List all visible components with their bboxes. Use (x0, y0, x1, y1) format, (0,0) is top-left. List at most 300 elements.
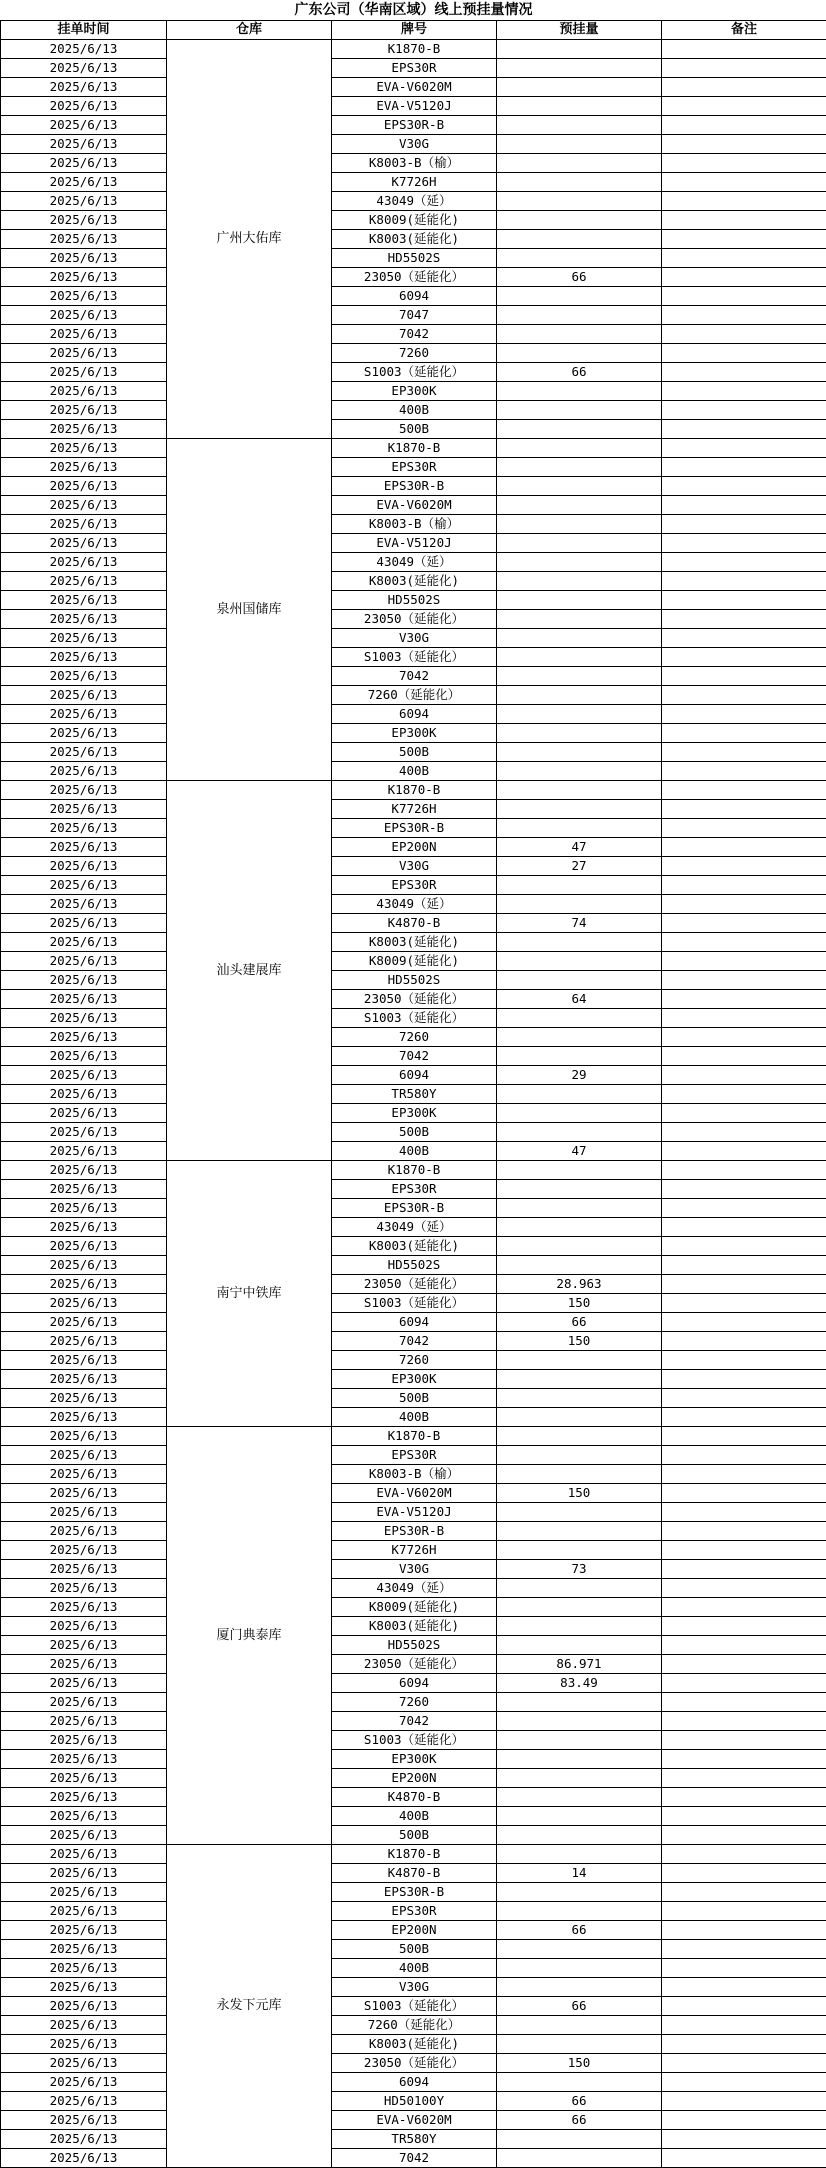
remark-cell[interactable] (662, 40, 826, 59)
grade-cell[interactable]: 23050（延能化） (332, 268, 497, 287)
volume-cell[interactable] (497, 40, 662, 59)
volume-cell[interactable] (497, 1009, 662, 1028)
grade-cell[interactable]: EVA-V6020M (332, 496, 497, 515)
date-cell[interactable]: 2025/6/13 (1, 382, 167, 401)
volume-cell[interactable] (497, 1617, 662, 1636)
grade-cell[interactable]: K8009(延能化) (332, 211, 497, 230)
grade-cell[interactable]: K8003(延能化) (332, 1617, 497, 1636)
remark-cell[interactable] (662, 1617, 826, 1636)
grade-cell[interactable]: 500B (332, 1389, 497, 1408)
volume-cell[interactable] (497, 496, 662, 515)
grade-cell[interactable]: EP200N (332, 1921, 497, 1940)
grade-cell[interactable]: TR580Y (332, 2130, 497, 2149)
grade-cell[interactable]: K4870-B (332, 914, 497, 933)
volume-cell[interactable] (497, 1978, 662, 1997)
volume-cell[interactable] (497, 2149, 662, 2168)
volume-cell[interactable] (497, 2016, 662, 2035)
volume-cell[interactable] (497, 1028, 662, 1047)
volume-cell[interactable] (497, 325, 662, 344)
remark-cell[interactable] (662, 2092, 826, 2111)
grade-cell[interactable]: 23050（延能化） (332, 1655, 497, 1674)
remark-cell[interactable] (662, 971, 826, 990)
grade-cell[interactable]: EP200N (332, 1769, 497, 1788)
grade-cell[interactable]: 7042 (332, 667, 497, 686)
grade-cell[interactable]: 23050（延能化） (332, 610, 497, 629)
volume-cell[interactable] (497, 515, 662, 534)
grade-cell[interactable]: HD5502S (332, 1636, 497, 1655)
volume-cell[interactable] (497, 211, 662, 230)
remark-cell[interactable] (662, 78, 826, 97)
volume-cell[interactable] (497, 724, 662, 743)
grade-cell[interactable]: HD5502S (332, 971, 497, 990)
remark-cell[interactable] (662, 2073, 826, 2092)
grade-cell[interactable]: HD5502S (332, 249, 497, 268)
remark-cell[interactable] (662, 1883, 826, 1902)
warehouse-cell[interactable]: 广州大佑库 (167, 40, 332, 439)
date-cell[interactable]: 2025/6/13 (1, 1389, 167, 1408)
date-cell[interactable]: 2025/6/13 (1, 515, 167, 534)
date-cell[interactable]: 2025/6/13 (1, 154, 167, 173)
date-cell[interactable]: 2025/6/13 (1, 686, 167, 705)
volume-cell[interactable] (497, 1408, 662, 1427)
grade-cell[interactable]: K7726H (332, 1541, 497, 1560)
remark-cell[interactable] (662, 857, 826, 876)
remark-cell[interactable] (662, 610, 826, 629)
remark-cell[interactable] (662, 439, 826, 458)
remark-cell[interactable] (662, 306, 826, 325)
date-cell[interactable]: 2025/6/13 (1, 553, 167, 572)
volume-cell[interactable]: 150 (497, 1484, 662, 1503)
remark-cell[interactable] (662, 1275, 826, 1294)
remark-cell[interactable] (662, 1389, 826, 1408)
volume-cell[interactable] (497, 230, 662, 249)
volume-cell[interactable] (497, 781, 662, 800)
date-cell[interactable]: 2025/6/13 (1, 1332, 167, 1351)
grade-cell[interactable]: K4870-B (332, 1864, 497, 1883)
date-cell[interactable]: 2025/6/13 (1, 1446, 167, 1465)
volume-cell[interactable] (497, 553, 662, 572)
remark-cell[interactable] (662, 1940, 826, 1959)
volume-cell[interactable] (497, 135, 662, 154)
date-cell[interactable]: 2025/6/13 (1, 420, 167, 439)
date-cell[interactable]: 2025/6/13 (1, 838, 167, 857)
grade-cell[interactable]: K8003(延能化) (332, 1237, 497, 1256)
volume-cell[interactable] (497, 1769, 662, 1788)
remark-cell[interactable] (662, 116, 826, 135)
date-cell[interactable]: 2025/6/13 (1, 211, 167, 230)
grade-cell[interactable]: EPS30R-B (332, 819, 497, 838)
volume-cell[interactable]: 29 (497, 1066, 662, 1085)
volume-cell[interactable]: 14 (497, 1864, 662, 1883)
remark-cell[interactable] (662, 230, 826, 249)
date-cell[interactable]: 2025/6/13 (1, 781, 167, 800)
remark-cell[interactable] (662, 2130, 826, 2149)
remark-cell[interactable] (662, 553, 826, 572)
remark-cell[interactable] (662, 97, 826, 116)
grade-cell[interactable]: EPS30R (332, 876, 497, 895)
grade-cell[interactable]: S1003（延能化） (332, 648, 497, 667)
volume-cell[interactable] (497, 876, 662, 895)
volume-cell[interactable] (497, 800, 662, 819)
date-cell[interactable]: 2025/6/13 (1, 800, 167, 819)
date-cell[interactable]: 2025/6/13 (1, 1712, 167, 1731)
grade-cell[interactable]: K7726H (332, 800, 497, 819)
remark-cell[interactable] (662, 1693, 826, 1712)
volume-cell[interactable] (497, 1731, 662, 1750)
grade-cell[interactable]: 43049（延） (332, 192, 497, 211)
volume-cell[interactable] (497, 192, 662, 211)
grade-cell[interactable]: EP200N (332, 838, 497, 857)
date-cell[interactable]: 2025/6/13 (1, 306, 167, 325)
grade-cell[interactable]: V30G (332, 135, 497, 154)
grade-cell[interactable]: EVA-V6020M (332, 2111, 497, 2130)
volume-cell[interactable] (497, 895, 662, 914)
volume-cell[interactable] (497, 1351, 662, 1370)
date-cell[interactable]: 2025/6/13 (1, 1218, 167, 1237)
date-cell[interactable]: 2025/6/13 (1, 534, 167, 553)
grade-cell[interactable]: 7260 (332, 1028, 497, 1047)
remark-cell[interactable] (662, 1370, 826, 1389)
remark-cell[interactable] (662, 762, 826, 781)
date-cell[interactable]: 2025/6/13 (1, 2073, 167, 2092)
remark-cell[interactable] (662, 382, 826, 401)
volume-cell[interactable] (497, 1826, 662, 1845)
volume-cell[interactable] (497, 1693, 662, 1712)
volume-cell[interactable] (497, 1541, 662, 1560)
remark-cell[interactable] (662, 534, 826, 553)
grade-cell[interactable]: S1003（延能化） (332, 1009, 497, 1028)
volume-cell[interactable] (497, 1199, 662, 1218)
date-cell[interactable]: 2025/6/13 (1, 135, 167, 154)
date-cell[interactable]: 2025/6/13 (1, 1788, 167, 1807)
remark-cell[interactable] (662, 1066, 826, 1085)
volume-cell[interactable] (497, 1522, 662, 1541)
volume-cell[interactable]: 66 (497, 268, 662, 287)
date-cell[interactable]: 2025/6/13 (1, 1693, 167, 1712)
volume-cell[interactable]: 66 (497, 1921, 662, 1940)
date-cell[interactable]: 2025/6/13 (1, 1484, 167, 1503)
date-cell[interactable]: 2025/6/13 (1, 2016, 167, 2035)
remark-cell[interactable] (662, 496, 826, 515)
remark-cell[interactable] (662, 1921, 826, 1940)
remark-cell[interactable] (662, 1579, 826, 1598)
volume-cell[interactable] (497, 952, 662, 971)
date-cell[interactable]: 2025/6/13 (1, 1370, 167, 1389)
date-cell[interactable]: 2025/6/13 (1, 268, 167, 287)
volume-cell[interactable] (497, 1047, 662, 1066)
date-cell[interactable]: 2025/6/13 (1, 876, 167, 895)
remark-cell[interactable] (662, 1256, 826, 1275)
volume-cell[interactable] (497, 1218, 662, 1237)
date-cell[interactable]: 2025/6/13 (1, 1807, 167, 1826)
grade-cell[interactable]: 43049（延） (332, 1579, 497, 1598)
grade-cell[interactable]: K1870-B (332, 439, 497, 458)
grade-cell[interactable]: EPS30R-B (332, 116, 497, 135)
date-cell[interactable]: 2025/6/13 (1, 1199, 167, 1218)
remark-cell[interactable] (662, 1864, 826, 1883)
volume-cell[interactable]: 66 (497, 2092, 662, 2111)
date-cell[interactable]: 2025/6/13 (1, 1731, 167, 1750)
grade-cell[interactable]: EPS30R-B (332, 477, 497, 496)
grade-cell[interactable]: EPS30R-B (332, 1199, 497, 1218)
date-cell[interactable]: 2025/6/13 (1, 1009, 167, 1028)
remark-cell[interactable] (662, 1560, 826, 1579)
date-cell[interactable]: 2025/6/13 (1, 1294, 167, 1313)
volume-cell[interactable] (497, 648, 662, 667)
remark-cell[interactable] (662, 1161, 826, 1180)
remark-cell[interactable] (662, 2111, 826, 2130)
volume-cell[interactable] (497, 97, 662, 116)
volume-cell[interactable] (497, 306, 662, 325)
grade-cell[interactable]: EVA-V5120J (332, 534, 497, 553)
volume-cell[interactable] (497, 534, 662, 553)
date-cell[interactable]: 2025/6/13 (1, 439, 167, 458)
grade-cell[interactable]: EP300K (332, 382, 497, 401)
date-cell[interactable]: 2025/6/13 (1, 1503, 167, 1522)
grade-cell[interactable]: K7726H (332, 173, 497, 192)
remark-cell[interactable] (662, 1408, 826, 1427)
date-cell[interactable]: 2025/6/13 (1, 1161, 167, 1180)
remark-cell[interactable] (662, 1503, 826, 1522)
remark-cell[interactable] (662, 1142, 826, 1161)
remark-cell[interactable] (662, 1712, 826, 1731)
date-cell[interactable]: 2025/6/13 (1, 458, 167, 477)
date-cell[interactable]: 2025/6/13 (1, 1180, 167, 1199)
volume-cell[interactable] (497, 1845, 662, 1864)
volume-cell[interactable] (497, 591, 662, 610)
volume-cell[interactable]: 150 (497, 1332, 662, 1351)
volume-cell[interactable] (497, 2035, 662, 2054)
volume-cell[interactable] (497, 382, 662, 401)
volume-cell[interactable] (497, 1370, 662, 1389)
volume-cell[interactable]: 27 (497, 857, 662, 876)
grade-cell[interactable]: EP300K (332, 724, 497, 743)
date-cell[interactable]: 2025/6/13 (1, 1066, 167, 1085)
remark-cell[interactable] (662, 173, 826, 192)
date-cell[interactable]: 2025/6/13 (1, 477, 167, 496)
remark-cell[interactable] (662, 648, 826, 667)
header-warehouse[interactable]: 仓库 (167, 21, 332, 40)
remark-cell[interactable] (662, 572, 826, 591)
date-cell[interactable]: 2025/6/13 (1, 2054, 167, 2073)
grade-cell[interactable]: 6094 (332, 705, 497, 724)
date-cell[interactable]: 2025/6/13 (1, 1104, 167, 1123)
volume-cell[interactable] (497, 1180, 662, 1199)
volume-cell[interactable] (497, 1123, 662, 1142)
remark-cell[interactable] (662, 211, 826, 230)
grade-cell[interactable]: K8003(延能化) (332, 2035, 497, 2054)
date-cell[interactable]: 2025/6/13 (1, 1541, 167, 1560)
volume-cell[interactable]: 66 (497, 1997, 662, 2016)
date-cell[interactable]: 2025/6/13 (1, 1826, 167, 1845)
remark-cell[interactable] (662, 154, 826, 173)
grade-cell[interactable]: K1870-B (332, 40, 497, 59)
grade-cell[interactable]: 7260 (332, 344, 497, 363)
grade-cell[interactable]: 7260（延能化） (332, 686, 497, 705)
volume-cell[interactable] (497, 1959, 662, 1978)
grade-cell[interactable]: S1003（延能化） (332, 1731, 497, 1750)
volume-cell[interactable] (497, 1427, 662, 1446)
remark-cell[interactable] (662, 990, 826, 1009)
remark-cell[interactable] (662, 1199, 826, 1218)
remark-cell[interactable] (662, 192, 826, 211)
grade-cell[interactable]: 6094 (332, 1674, 497, 1693)
remark-cell[interactable] (662, 1180, 826, 1199)
volume-cell[interactable] (497, 1788, 662, 1807)
grade-cell[interactable]: V30G (332, 629, 497, 648)
date-cell[interactable]: 2025/6/13 (1, 1560, 167, 1579)
remark-cell[interactable] (662, 1085, 826, 1104)
remark-cell[interactable] (662, 135, 826, 154)
remark-cell[interactable] (662, 838, 826, 857)
remark-cell[interactable] (662, 2149, 826, 2168)
grade-cell[interactable]: 7042 (332, 325, 497, 344)
volume-cell[interactable] (497, 173, 662, 192)
grade-cell[interactable]: 500B (332, 1826, 497, 1845)
volume-cell[interactable] (497, 1712, 662, 1731)
grade-cell[interactable]: K8003-B（榆） (332, 1465, 497, 1484)
volume-cell[interactable] (497, 1883, 662, 1902)
header-date[interactable]: 挂单时间 (1, 21, 167, 40)
grade-cell[interactable]: 43049（延） (332, 895, 497, 914)
date-cell[interactable]: 2025/6/13 (1, 325, 167, 344)
grade-cell[interactable]: EPS30R (332, 1446, 497, 1465)
date-cell[interactable]: 2025/6/13 (1, 1769, 167, 1788)
grade-cell[interactable]: EPS30R-B (332, 1522, 497, 1541)
grade-cell[interactable]: 500B (332, 1123, 497, 1142)
date-cell[interactable]: 2025/6/13 (1, 762, 167, 781)
grade-cell[interactable]: 6094 (332, 287, 497, 306)
remark-cell[interactable] (662, 1047, 826, 1066)
grade-cell[interactable]: K8003-B（榆） (332, 154, 497, 173)
volume-cell[interactable] (497, 1389, 662, 1408)
remark-cell[interactable] (662, 1978, 826, 1997)
remark-cell[interactable] (662, 2035, 826, 2054)
remark-cell[interactable] (662, 401, 826, 420)
grade-cell[interactable]: HD5502S (332, 591, 497, 610)
remark-cell[interactable] (662, 1237, 826, 1256)
date-cell[interactable]: 2025/6/13 (1, 496, 167, 515)
remark-cell[interactable] (662, 1997, 826, 2016)
grade-cell[interactable]: 400B (332, 1959, 497, 1978)
grade-cell[interactable]: EVA-V6020M (332, 78, 497, 97)
volume-cell[interactable] (497, 287, 662, 306)
remark-cell[interactable] (662, 1294, 826, 1313)
date-cell[interactable]: 2025/6/13 (1, 1351, 167, 1370)
grade-cell[interactable]: K8003(延能化) (332, 933, 497, 952)
remark-cell[interactable] (662, 1731, 826, 1750)
remark-cell[interactable] (662, 1826, 826, 1845)
remark-cell[interactable] (662, 325, 826, 344)
date-cell[interactable]: 2025/6/13 (1, 572, 167, 591)
grade-cell[interactable]: EP300K (332, 1370, 497, 1389)
volume-cell[interactable] (497, 629, 662, 648)
grade-cell[interactable]: K1870-B (332, 1427, 497, 1446)
date-cell[interactable]: 2025/6/13 (1, 1275, 167, 1294)
date-cell[interactable]: 2025/6/13 (1, 40, 167, 59)
remark-cell[interactable] (662, 1674, 826, 1693)
remark-cell[interactable] (662, 249, 826, 268)
volume-cell[interactable] (497, 2073, 662, 2092)
volume-cell[interactable] (497, 971, 662, 990)
date-cell[interactable]: 2025/6/13 (1, 59, 167, 78)
volume-cell[interactable] (497, 933, 662, 952)
date-cell[interactable]: 2025/6/13 (1, 1123, 167, 1142)
remark-cell[interactable] (662, 1351, 826, 1370)
volume-cell[interactable] (497, 1940, 662, 1959)
grade-cell[interactable]: K8003(延能化) (332, 572, 497, 591)
volume-cell[interactable]: 74 (497, 914, 662, 933)
remark-cell[interactable] (662, 420, 826, 439)
remark-cell[interactable] (662, 1484, 826, 1503)
date-cell[interactable]: 2025/6/13 (1, 857, 167, 876)
volume-cell[interactable] (497, 344, 662, 363)
volume-cell[interactable] (497, 1579, 662, 1598)
date-cell[interactable]: 2025/6/13 (1, 1978, 167, 1997)
date-cell[interactable]: 2025/6/13 (1, 743, 167, 762)
remark-cell[interactable] (662, 1807, 826, 1826)
date-cell[interactable]: 2025/6/13 (1, 1655, 167, 1674)
volume-cell[interactable] (497, 1750, 662, 1769)
date-cell[interactable]: 2025/6/13 (1, 1047, 167, 1066)
volume-cell[interactable] (497, 154, 662, 173)
volume-cell[interactable]: 83.49 (497, 1674, 662, 1693)
grade-cell[interactable]: EPS30R (332, 1902, 497, 1921)
grade-cell[interactable]: EVA-V5120J (332, 1503, 497, 1522)
grade-cell[interactable]: 7042 (332, 1712, 497, 1731)
volume-cell[interactable] (497, 1636, 662, 1655)
volume-cell[interactable]: 66 (497, 363, 662, 382)
remark-cell[interactable] (662, 1959, 826, 1978)
date-cell[interactable]: 2025/6/13 (1, 2149, 167, 2168)
volume-cell[interactable] (497, 1503, 662, 1522)
remark-cell[interactable] (662, 287, 826, 306)
grade-cell[interactable]: K1870-B (332, 1845, 497, 1864)
volume-cell[interactable] (497, 1161, 662, 1180)
remark-cell[interactable] (662, 268, 826, 287)
volume-cell[interactable] (497, 1598, 662, 1617)
date-cell[interactable]: 2025/6/13 (1, 363, 167, 382)
remark-cell[interactable] (662, 952, 826, 971)
date-cell[interactable]: 2025/6/13 (1, 1465, 167, 1484)
date-cell[interactable]: 2025/6/13 (1, 1636, 167, 1655)
date-cell[interactable]: 2025/6/13 (1, 971, 167, 990)
date-cell[interactable]: 2025/6/13 (1, 2035, 167, 2054)
volume-cell[interactable]: 47 (497, 1142, 662, 1161)
date-cell[interactable]: 2025/6/13 (1, 914, 167, 933)
remark-cell[interactable] (662, 1655, 826, 1674)
date-cell[interactable]: 2025/6/13 (1, 724, 167, 743)
remark-cell[interactable] (662, 1541, 826, 1560)
date-cell[interactable]: 2025/6/13 (1, 1883, 167, 1902)
grade-cell[interactable]: K8003(延能化) (332, 230, 497, 249)
remark-cell[interactable] (662, 1028, 826, 1047)
grade-cell[interactable]: K8009(延能化) (332, 952, 497, 971)
volume-cell[interactable]: 150 (497, 2054, 662, 2073)
date-cell[interactable]: 2025/6/13 (1, 705, 167, 724)
grade-cell[interactable]: EP300K (332, 1104, 497, 1123)
date-cell[interactable]: 2025/6/13 (1, 667, 167, 686)
grade-cell[interactable]: EPS30R-B (332, 1883, 497, 1902)
date-cell[interactable]: 2025/6/13 (1, 249, 167, 268)
grade-cell[interactable]: 400B (332, 1807, 497, 1826)
remark-cell[interactable] (662, 1788, 826, 1807)
grade-cell[interactable]: HD50100Y (332, 2092, 497, 2111)
date-cell[interactable]: 2025/6/13 (1, 1997, 167, 2016)
volume-cell[interactable]: 86.971 (497, 1655, 662, 1674)
grade-cell[interactable]: 400B (332, 401, 497, 420)
date-cell[interactable]: 2025/6/13 (1, 1579, 167, 1598)
